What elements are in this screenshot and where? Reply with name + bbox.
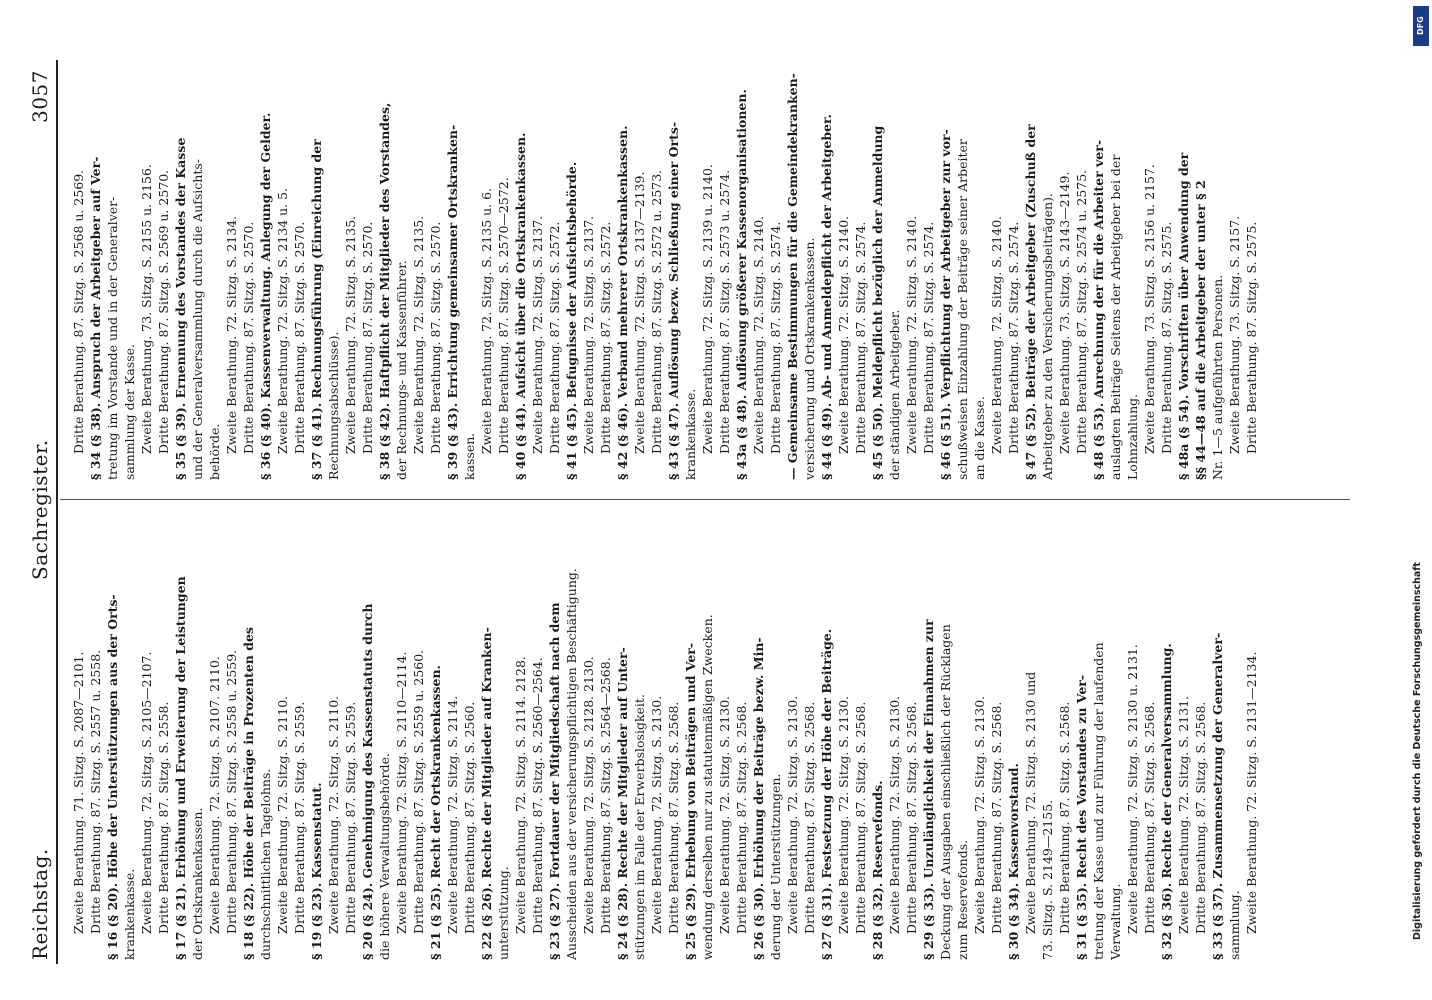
index-entry-line: Dritte Berathung. 87. Sitzg. S. 2572.	[547, 221, 562, 454]
index-entry-line: der Ortskrankenkassen.	[190, 807, 205, 960]
index-entry-line: Dritte Berathung. 87. Sitzg. S. 2568.	[1057, 701, 1072, 934]
index-entry-line: Zweite Berathung. 72. Sitzg. S. 2130 und	[1023, 671, 1038, 934]
page-number: 3057	[28, 70, 52, 123]
index-entry-line: der Rechnungs- und Kassenführer.	[394, 260, 409, 480]
left-column	[70, 520, 1260, 960]
index-entry-line: Dritte Berathung. 87. Sitzg. S. 2574.	[1006, 221, 1021, 454]
funding-notice: Digitalisierung gefördert durch die Deutsche Forschungsgemeinschaft	[1412, 562, 1423, 940]
index-entry-line: § 30 (§ 34). Kassenvorstand.	[1006, 763, 1021, 960]
header-rule	[56, 60, 58, 964]
index-entry-line: § 22 (§ 26). Rechte der Mitglieder auf Kranken-	[479, 627, 494, 960]
index-entry-line: Dritte Berathung. 87. Sitzg. S. 2568.	[1142, 701, 1157, 934]
index-entry-line: § 24 (§ 28). Rechte der Mitglieder auf Unter-	[615, 647, 630, 960]
index-entry-line: § 42 (§ 46). Verband mehrerer Ortskrankenkassen.	[615, 125, 630, 480]
index-entry-line: auslagten Beiträge Seitens der Arbeitgeber bei der	[1108, 154, 1123, 480]
index-entry-line: § 35 (§ 39). Ernennung des Vorstandes der Kasse	[173, 137, 188, 480]
index-entry-line: sammlung der Kasse.	[122, 344, 137, 480]
index-entry-line: § 21 (§ 25). Recht der Ortskrankenkassen.	[428, 665, 443, 960]
index-entry-line: § 43a (§ 48). Auflösung größerer Kassenorganisationen.	[734, 89, 749, 480]
index-entry-line: Dritte Berathung. 87. Sitzg. S. 2573 u. 2574.	[717, 169, 732, 454]
index-entry-line: Zweite Berathung. 72. Sitzg. S. 2137.	[581, 215, 596, 454]
index-entry-line: Zweite Berathung. 72. Sitzg. S. 2110—2114.	[394, 651, 409, 934]
index-entry-line: Dritte Berathung. 87. Sitzg. S. 2568.	[802, 701, 817, 934]
index-entry-line: Dritte Berathung. 87. Sitzg. S. 2557 u. 2558.	[88, 649, 103, 934]
index-entry-line: § 25 (§ 29). Erhebung von Beiträgen und Ver-	[683, 642, 698, 960]
index-entry-line: Dritte Berathung. 87. Sitzg. S. 2574.	[921, 221, 936, 454]
index-entry-line: Dritte Berathung. 87. Sitzg. S. 2564—2568.	[598, 657, 613, 934]
index-entry-line: Verwaltung.	[1108, 883, 1123, 960]
running-header-center: Sachregister.	[28, 439, 52, 580]
index-entry-line: Zweite Berathung. 73. Sitzg. S. 2155 u. 2156.	[139, 164, 154, 454]
index-entry-line: § 26 (§ 30). Erhöhung der Beiträge bezw. Min-	[751, 637, 766, 960]
index-entry-line: § 34 (§ 38). Anspruch der Arbeitgeber auf Ver-	[88, 156, 103, 480]
index-entry-line: Zweite Berathung. 72. Sitzg. S. 2139 u. 2140.	[700, 164, 715, 454]
index-entry-line: Dritte Berathung. 87. Sitzg. S. 2575.	[1244, 221, 1259, 454]
index-entry-line: Dritte Berathung. 87. Sitzg. S. 2559.	[343, 701, 358, 934]
index-entry-line: § 44 (§ 49). Ab- und Anmeldepflicht der Arbeitgeber.	[819, 114, 834, 480]
index-entry-line: sammlung.	[1227, 890, 1242, 960]
index-entry-line: Zweite Berathung. 72. Sitzg. S. 2140.	[989, 215, 1004, 454]
index-entry-line: Dritte Berathung. 87. Sitzg. S. 2570.	[360, 221, 375, 454]
index-entry-line: Dritte Berathung. 87. Sitzg. S. 2569 u. 2570.	[156, 169, 171, 454]
index-entry-line: Zweite Berathung. 72. Sitzg. S. 2130.	[887, 695, 902, 934]
index-entry-line: Dritte Berathung. 87. Sitzg. S. 2570.	[292, 221, 307, 454]
index-entry-line: § 19 (§ 23). Kassenstatut.	[309, 782, 324, 960]
index-entry-line: § 31 (§ 35). Recht des Vorstandes zu Ver-	[1074, 674, 1089, 960]
index-entry-line: — Gemeinsame Bestimmungen für die Gemeindekranken-	[785, 73, 800, 480]
index-entry-line: § 39 (§ 43). Errichtung gemeinsamer Ortskranken-	[445, 124, 460, 480]
index-entry-line: Zweite Berathung. 73. Sitzg. S. 2156 u. 2157.	[1142, 164, 1157, 454]
index-entry-line: Lohnzahlung.	[1125, 393, 1140, 480]
index-entry-line: Zweite Berathung. 72. Sitzg. S. 2135.	[343, 215, 358, 454]
index-entry-line: Zweite Berathung. 72. Sitzg. S. 2107. 2110.	[207, 656, 222, 934]
index-entry-line: tretung im Vorstande und in der Generalver-	[105, 196, 120, 480]
index-entry-line: Dritte Berathung. 87. Sitzg. S. 2570.	[241, 221, 256, 454]
index-entry-line: Dritte Berathung. 87. Sitzg. S. 2568.	[666, 701, 681, 934]
index-entry-line: Dritte Berathung. 87. Sitzg. S. 2568.	[989, 701, 1004, 934]
index-entry-line: Zweite Berathung. 72. Sitzg. S. 2114.	[445, 695, 460, 934]
index-entry-line: Zweite Berathung. 72. Sitzg. S. 2130.	[836, 695, 851, 934]
index-entry-line: § 29 (§ 33). Unzulänglichkeit der Einnahmen zur	[921, 619, 936, 960]
index-entry-line: die höhere Verwaltungsbehörde.	[377, 752, 392, 960]
index-entry-line: § 33 (§ 37). Zusammensetzung der Generalver-	[1210, 632, 1225, 960]
index-entry-line: Zweite Berathung. 72. Sitzg. S. 2130 u. 2131.	[1125, 644, 1140, 934]
index-entry-line: Dritte Berathung. 87. Sitzg. S. 2568.	[734, 701, 749, 934]
index-entry-line: § 40 (§ 44). Aufsicht über die Ortskrankenkassen.	[513, 132, 528, 480]
index-entry-line: Dritte Berathung. 87. Sitzg. S. 2558 u. 2559.	[224, 649, 239, 934]
index-entry-line: Zweite Berathung. 72. Sitzg. S. 2140.	[836, 215, 851, 454]
dfg-logo: DFG	[1413, 6, 1429, 46]
index-entry-line: kassen.	[462, 432, 477, 480]
index-entry-line: § 38 (§ 42). Haftpflicht der Mitglieder des Vorstandes,	[377, 102, 392, 480]
index-entry-line: Dritte Berathung. 87. Sitzg. S. 2572 u. 2573.	[649, 169, 664, 454]
index-entry-line: Dritte Berathung. 87. Sitzg. S. 2558.	[156, 701, 171, 934]
index-entry-line: Zweite Berathung. 73. Sitzg. S. 2157.	[1227, 215, 1242, 454]
index-entry-line: Zweite Berathung. 72. Sitzg. S. 2134 u. 5.	[275, 187, 290, 454]
index-entry-line: Dritte Berathung. 87. Sitzg. S. 2570.	[428, 221, 443, 454]
index-entry-line: § 48 (§ 53). Anrechnung der für die Arbeiter ver-	[1091, 139, 1106, 480]
index-entry-line: § 28 (§ 32). Reservefonds.	[870, 780, 885, 960]
index-entry-line: Zweite Berathung. 72. Sitzg. S. 2130.	[785, 695, 800, 934]
index-entry-line: Zweite Berathung. 72. Sitzg. S. 2137—2139.	[632, 171, 647, 454]
index-entry-line: § 27 (§ 31). Festsetzung der Höhe der Beiträge.	[819, 628, 834, 960]
index-entry-line: § 32 (§ 36). Rechte der Generalversammlung.	[1159, 643, 1174, 960]
index-entry-line: Zweite Berathung. 72. Sitzg. S. 2114. 2128.	[513, 656, 528, 934]
index-entry-line: Dritte Berathung. 87. Sitzg. S. 2568.	[853, 701, 868, 934]
index-entry-line: Zweite Berathung. 72. Sitzg. S. 2137.	[530, 215, 545, 454]
funding-strip	[1410, 0, 1432, 1000]
index-entry-line: § 20 (§ 24). Genehmigung des Kassenstatuts durch	[360, 603, 375, 960]
index-entry-line: Zweite Berathung. 72. Sitzg. S. 2110.	[275, 695, 290, 934]
index-entry-line: Zweite Berathung. 72. Sitzg. S. 2140.	[904, 215, 919, 454]
index-entry-line: der ständigen Arbeitgeber.	[887, 309, 902, 480]
index-entry-line: Zweite Berathung. 72. Sitzg. S. 2140.	[751, 215, 766, 454]
index-entry-line: Zweite Berathung. 72. Sitzg. S. 2130.	[649, 695, 664, 934]
index-entry-line: und der Generalversammlung durch die Aufsichts-	[190, 158, 205, 480]
index-entry-line: Dritte Berathung. 87. Sitzg. S. 2574.	[768, 221, 783, 454]
column-divider	[60, 499, 1350, 500]
running-header-left: Reichstag.	[28, 848, 52, 960]
index-entry-line: § 17 (§ 21). Erhöhung und Erweiterung der Leistungen	[173, 576, 188, 960]
index-entry-line: derung der Unterstützungen.	[768, 773, 783, 960]
index-entry-line: Dritte Berathung. 87. Sitzg. S. 2568.	[904, 701, 919, 934]
index-entry-line: wendung derselben nur zu statutenmäßigen Zwecken.	[700, 614, 715, 960]
index-entry-line: Dritte Berathung. 87. Sitzg. S. 2574 u. 2575.	[1074, 169, 1089, 454]
index-entry-line: Ausscheiden aus der versicherungspflichtigen Beschäftigung.	[564, 568, 579, 960]
index-entry-line: behörde.	[207, 423, 222, 480]
index-entry-line: Zweite Berathung. 72. Sitzg. S. 2130.	[717, 695, 732, 934]
index-entry-line: Dritte Berathung. 87. Sitzg. S. 2559.	[292, 701, 307, 934]
index-entry-line: § 41 (§ 45). Befugnisse der Aufsichtsbehörde.	[564, 161, 579, 480]
index-entry-line: § 37 (§ 41). Rechnungsführung (Einreichung der	[309, 139, 324, 480]
index-entry-line: Dritte Berathung. 87. Sitzg. S. 2568 u. 2569.	[71, 169, 86, 454]
index-entry-line: Zweite Berathung. 73. Sitzg. S. 2143—2149.	[1057, 171, 1072, 454]
index-entry-line: §§ 44—48 auf die Arbeitgeber der unter § 2	[1193, 180, 1208, 480]
index-entry-line: Arbeitgeber zu den Versicherungsbeiträgen).	[1040, 193, 1055, 480]
index-entry-line: Zweite Berathung. 72. Sitzg. S. 2135 u. 6.	[479, 187, 494, 454]
index-entry-line: krankenkasse.	[122, 868, 137, 960]
index-entry-line: Zweite Berathung. 72. Sitzg. S. 2105—2107.	[139, 651, 154, 934]
index-entry-line: an die Kasse.	[972, 396, 987, 480]
index-entry-line: schußweisen Einzahlung der Beiträge seiner Arbeiter	[955, 139, 970, 480]
index-entry-line: Dritte Berathung. 87. Sitzg. S. 2560.	[462, 701, 477, 934]
index-entry-line: versicherung und Ortskrankenkassen.	[802, 237, 817, 480]
index-entry-line: § 46 (§ 51). Verpflichtung der Arbeitgeber zur vor-	[938, 129, 953, 480]
right-column	[70, 40, 1260, 480]
index-entry-line: § 47 (§ 52). Beiträge der Arbeitgeber (Zuschuß der	[1023, 124, 1038, 480]
index-entry-line: durchschnittlichen Tagelohns.	[258, 768, 273, 960]
index-entry-line: Nr. 1—5 aufgeführten Personen.	[1210, 274, 1225, 480]
index-entry-line: § 23 (§ 27). Fortdauer der Mitgliedschaft nach dem	[547, 602, 562, 960]
index-entry-line: Zweite Berathung. 72. Sitzg. S. 2131.	[1176, 695, 1191, 934]
index-entry-line: Zweite Berathung. 72. Sitzg. S. 2130.	[972, 695, 987, 934]
index-entry-line: Dritte Berathung. 87. Sitzg. S. 2560—2564.	[530, 657, 545, 934]
index-entry-line: Zweite Berathung. 72. Sitzg. S. 2128. 2130.	[581, 656, 596, 934]
index-entry-line: Dritte Berathung. 87. Sitzg. S. 2570—2572.	[496, 177, 511, 454]
index-entry-line: Dritte Berathung. 87. Sitzg. S. 2574.	[853, 221, 868, 454]
index-entry-line: Dritte Berathung. 87. Sitzg. S. 2568.	[1193, 701, 1208, 934]
index-entry-line: 73. Sitzg. S. 2149—2155.	[1040, 799, 1055, 960]
index-entry-line: § 48a (§ 54). Vorschriften über Anwendung der	[1176, 152, 1191, 480]
index-entry-line: § 18 (§ 22). Höhe der Beiträge in Prozenten des	[241, 627, 256, 960]
index-entry-line: § 45 (§ 50). Meldepflicht bezüglich der Anmeldung	[870, 125, 885, 480]
index-entry-line: § 43 (§ 47). Auflösung bezw. Schließung einer Orts-	[666, 121, 681, 480]
index-entry-line: Dritte Berathung. 87. Sitzg. S. 2559 u. 2560.	[411, 649, 426, 934]
index-entry-line: Zweite Berathung. 72. Sitzg. S. 2131—2134.	[1244, 651, 1259, 934]
index-entry-line: Dritte Berathung. 87. Sitzg. S. 2572.	[598, 221, 613, 454]
index-entry-line: Deckung der Ausgaben einschließlich der Rücklagen	[938, 624, 953, 960]
index-entry-line: unterstützung.	[496, 866, 511, 960]
index-entry-line: Zweite Berathung. 71. Sitzg. S. 2087—2101.	[71, 651, 86, 934]
index-entry-line: Zweite Berathung. 72. Sitzg. S. 2134.	[224, 215, 239, 454]
index-entry-line: Zweite Berathung. 72. Sitzg. S. 2110.	[326, 695, 341, 934]
index-entry-line: Dritte Berathung. 87. Sitzg. S. 2575.	[1159, 221, 1174, 454]
index-entry-line: krankenkasse.	[683, 388, 698, 480]
index-entry-line: Zweite Berathung. 72. Sitzg. S. 2135.	[411, 215, 426, 454]
index-entry-line: zum Reservefonds.	[955, 839, 970, 960]
index-entry-line: § 36 (§ 40). Kassenverwaltung. Anlegung der Gelder.	[258, 112, 273, 480]
index-entry-line: § 16 (§ 20). Höhe der Unterstützungen aus der Orts-	[105, 594, 120, 960]
index-entry-line: tretung der Kasse und zur Führung der laufenden	[1091, 642, 1106, 960]
index-entry-line: Rechnungsabschlüsse).	[326, 331, 341, 480]
index-entry-line: stützungen im Falle der Erwerbslosigkeit.	[632, 694, 647, 960]
